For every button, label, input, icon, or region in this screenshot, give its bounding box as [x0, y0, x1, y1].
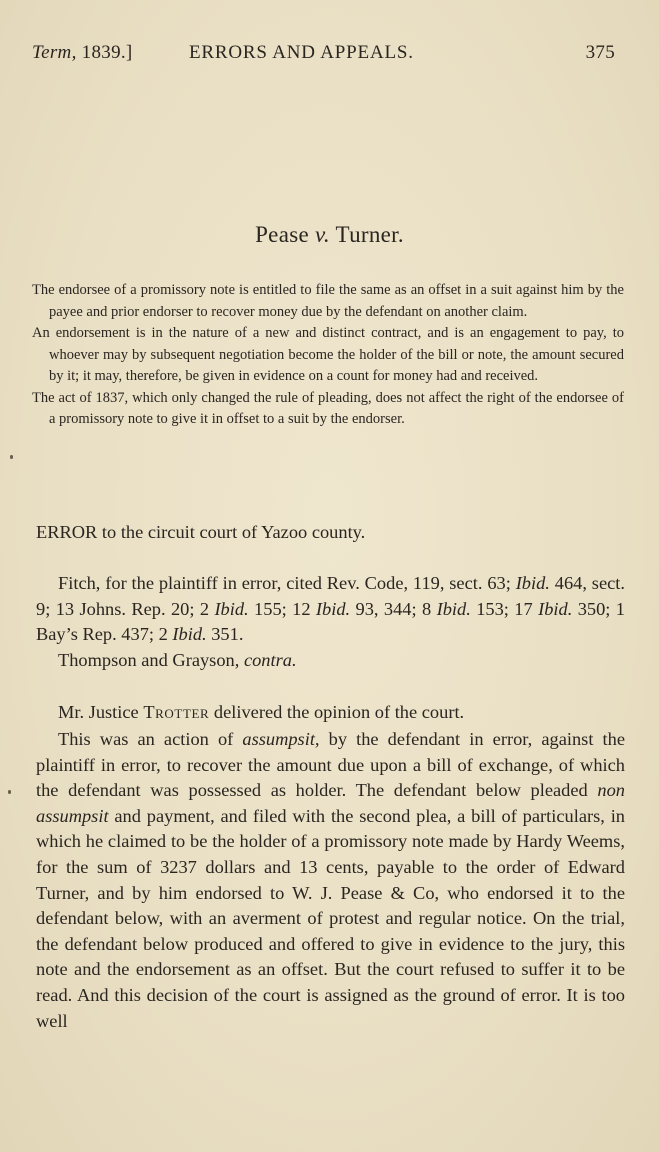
ibid: Ibid.	[315, 598, 351, 619]
opinion-text: by the defendant in error, against the plaintiff in error, to recover the amount due upon a bill of exchange, of which the defendant was possessed as holder. The defendant below pleaded	[36, 729, 625, 801]
citation-text: 351.	[206, 624, 244, 645]
ibid: Ibid.	[515, 573, 550, 593]
ibid: Ibid.	[538, 598, 573, 619]
error-line: ERROR to the circuit court of Yazoo county.	[36, 522, 366, 542]
ibid: Ibid.	[214, 598, 249, 619]
counsel-citations	[36, 571, 625, 648]
running-head-term	[32, 42, 133, 64]
counsel-contra	[36, 648, 625, 674]
counsel-names: Thompson and Grayson,	[58, 650, 244, 670]
margin-mark	[8, 790, 11, 794]
citation-text: 464, sect. 9; 13 Johns. Rep. 20; 2	[36, 573, 625, 619]
justice-name: Trotter	[143, 702, 210, 722]
citation-text: 350; 1 Bay’s Rep. 437; 2	[36, 598, 625, 645]
running-head	[32, 42, 615, 68]
running-head-term-year: 1839.]	[76, 42, 133, 63]
headnote: The endorsee of a promissory note is entitled to file the same as an offset in a suit against him by the payee and prior endorser to recover money due by the defendant on another claim.	[32, 282, 624, 320]
citation-text: 155; 12	[248, 598, 316, 619]
case-versus: v.	[315, 222, 330, 247]
ibid: Ibid.	[172, 624, 207, 645]
opinion-text: This was an action of	[58, 729, 243, 749]
non-assumpsit: non assumpsit	[36, 780, 625, 826]
ibid: Ibid.	[436, 598, 471, 619]
case-party-1: Pease	[255, 222, 309, 247]
intro-pre: Mr. Justice	[58, 702, 144, 722]
citation-text: 93, 344; 8	[350, 598, 437, 619]
assumpsit: assumpsit,	[242, 729, 320, 749]
headnotes	[32, 280, 624, 431]
running-head-title: ERRORS AND APPEALS.	[189, 42, 414, 63]
citation-text: 153; 17	[470, 598, 539, 619]
citation-text: Fitch, for the plaintiff in error, cited Rev. Code, 119, sect. 63;	[58, 573, 511, 593]
intro-post: delivered the opinion of the court.	[209, 702, 465, 722]
headnote: The act of 1837, which only changed the rule of pleading, does not affect the right of the endorsee of a promissory note to give it in offset to a suit by the endorser.	[32, 389, 624, 427]
case-title	[0, 222, 659, 248]
page-number: 375	[585, 42, 615, 63]
contra: contra.	[243, 650, 297, 670]
opinion-intro	[36, 700, 625, 726]
margin-mark	[10, 455, 13, 459]
opinion-text: and payment, and filed with the second plea, a bill of particulars, in which he claimed to be the holder of a promissory note made by Hardy Weems, for the sum of 3237 dollars and 13 cents, payable to the order of Edward Turner, and by him endorsed to W. J. Pease & Co, who endorsed it to the defendant below, with an averment of protest and regular notice. On the trial, the defendant below produced and offered to give in evidence to the jury, this note and the endorsement as an offset. But the court refused to suffer it to be read. And this decision of the court is assigned as the ground of error. It is too well	[36, 805, 625, 1031]
opinion-body	[36, 727, 625, 1034]
case-party-2: Turner.	[335, 222, 404, 247]
headnote: An endorsement is in the nature of a new and distinct contract, and is an engagement to pay, to whoever may by subsequent negotiation become the holder of the bill or note, the amount secured by it; it may, therefore, be given in evidence on a count for money had and received.	[32, 325, 624, 384]
running-head-term-italic: Term,	[32, 42, 77, 63]
